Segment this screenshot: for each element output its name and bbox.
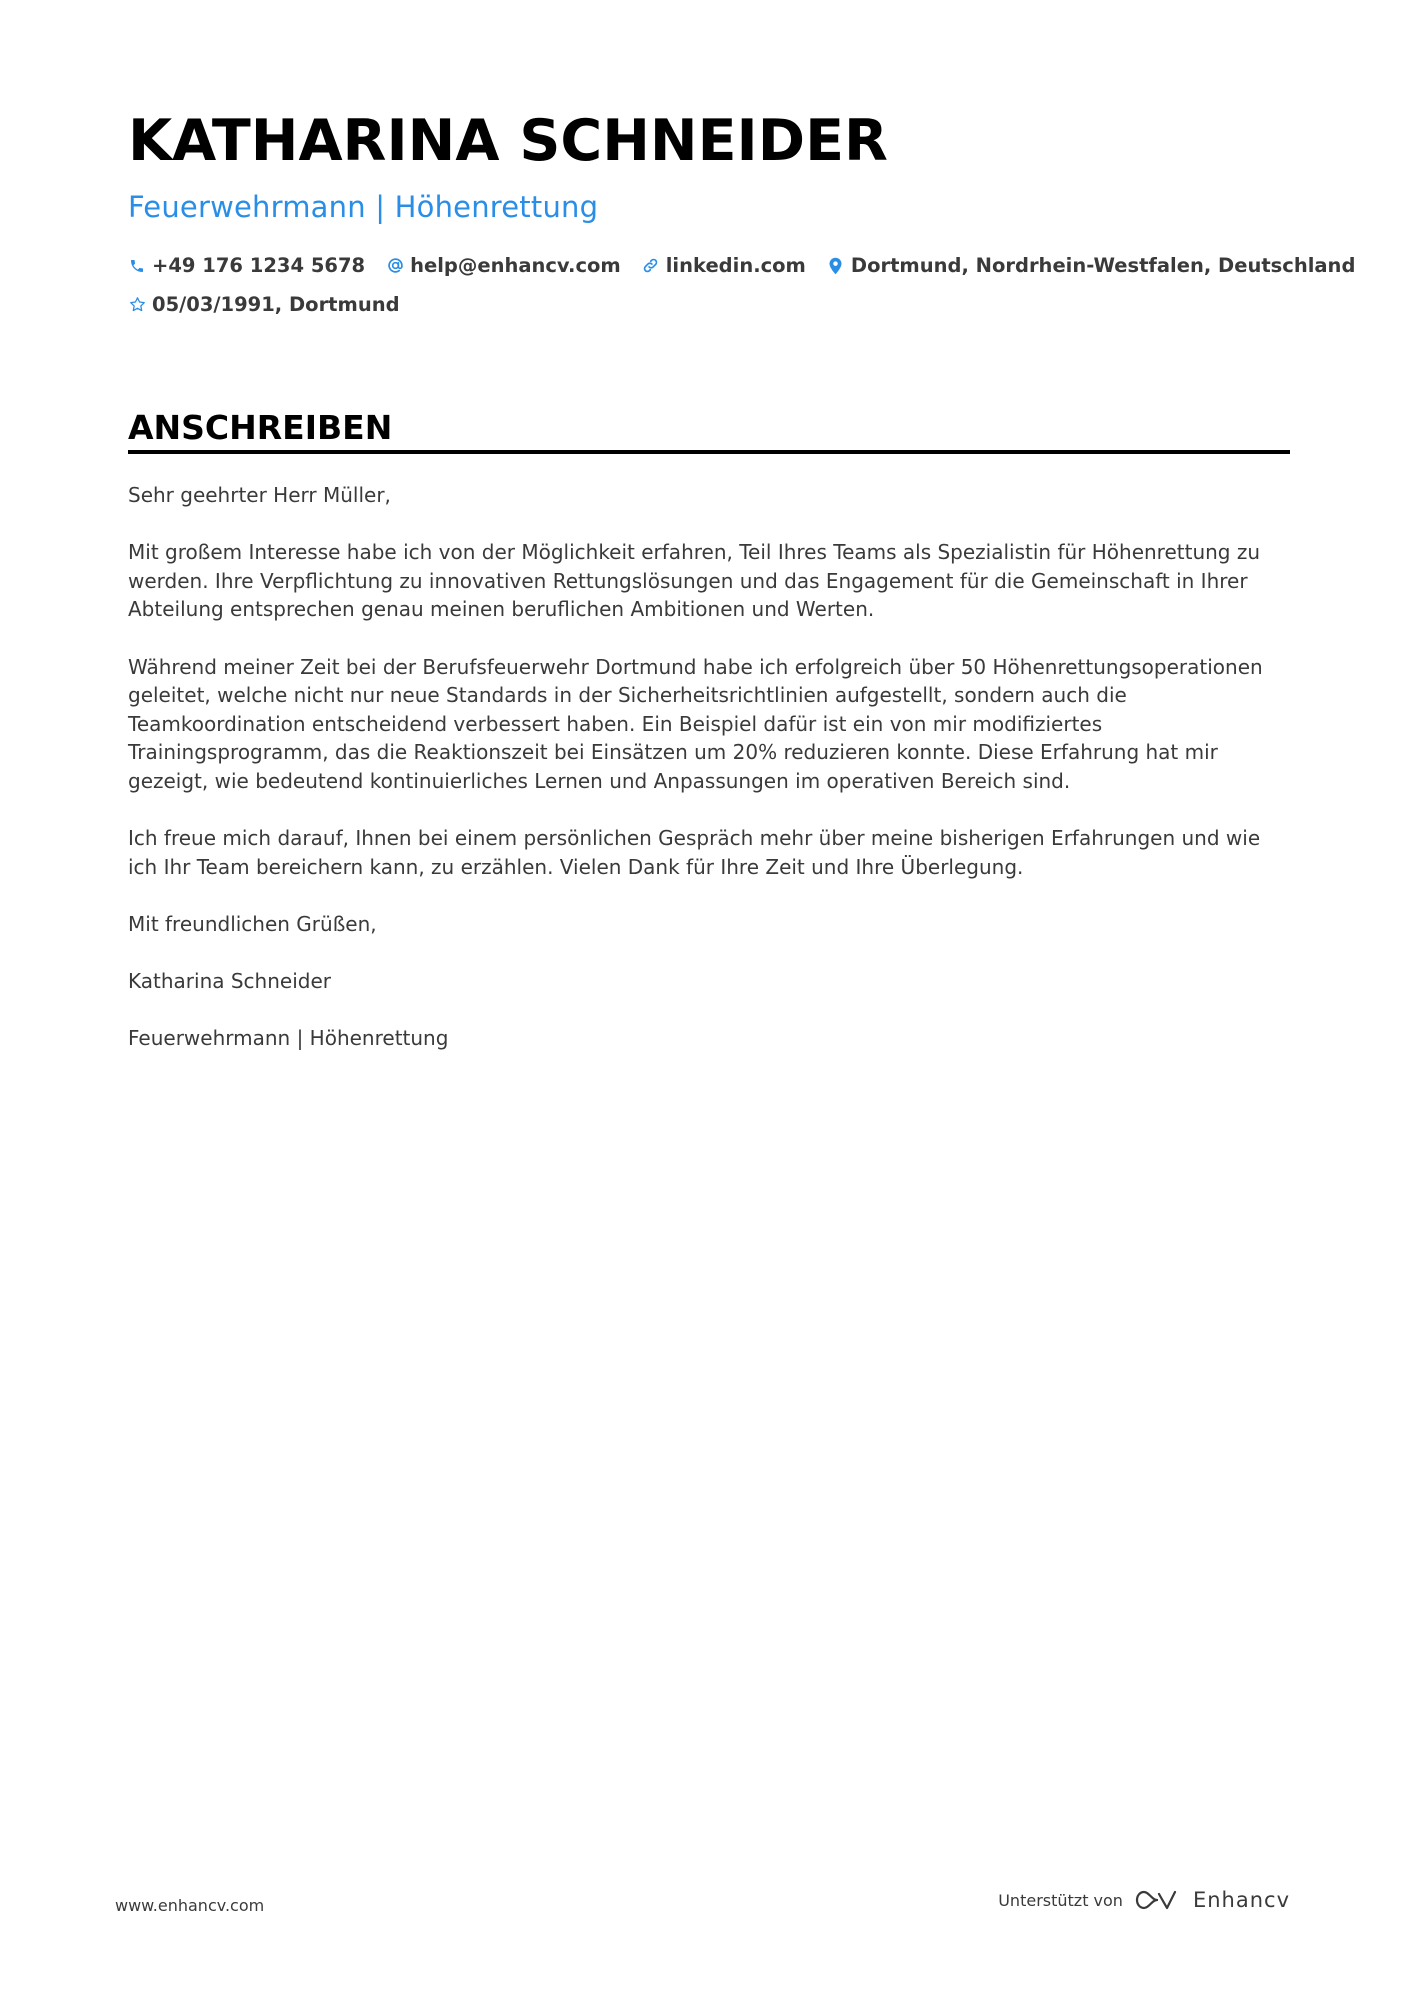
signature-title: Feuerwehrmann | Höhenrettung bbox=[128, 1026, 449, 1051]
contact-row bbox=[128, 254, 1376, 277]
letter-paragraph: Ich freue mich darauf, Ihnen bei einem persönlichen Gespräch mehr über meine bisherigen Erfahrungen und wie ich Ihr Team bereichern kann, zu erzählen. Vielen Dank für Ihre Zeit und Ihre Überlegung. bbox=[128, 826, 1261, 879]
brand-name: Enhancv bbox=[1192, 1888, 1290, 1912]
link-icon bbox=[642, 257, 660, 275]
section-divider bbox=[128, 450, 1290, 454]
phone-icon bbox=[128, 257, 146, 275]
contact-row-secondary bbox=[128, 293, 421, 316]
letter-paragraph: Mit großem Interesse habe ich von der Möglichkeit erfahren, Teil Ihres Teams als Spezialistin für Höhenrettung zu werden. Ihre Verpflichtung zu innovativen Rettungslösungen und das Engagement für die Gemeinschaft in Ihrer Abteilung entsprechen genau meinen beruflichen Ambitionen und Werten. bbox=[128, 540, 1261, 622]
enhancv-logo-icon bbox=[1135, 1888, 1181, 1912]
linkedin-text: linkedin.com bbox=[665, 254, 806, 277]
contact-linkedin[interactable] bbox=[642, 254, 806, 277]
letter-paragraph: Während meiner Zeit bei der Berufsfeuerwehr Dortmund habe ich erfolgreich über 50 Höhenrettungsoperationen geleitet, welche nicht nur neue Standards in der Sicherheitsrichtlinien aufgestellt, sondern auch die Teamkoordination entscheidend verbessert haben. Ein Beispiel dafür ist ein von mir modifiziertes Trainingsprogramm, das die Reaktionszeit bei Einsätzen um 20% reduzieren konnte. Diese Erfahrung hat mir gezeigt, wie bedeutend kontinuierliches Lernen und Anpassungen im operativen Bereich sind. bbox=[128, 654, 1263, 793]
job-title: Feuerwehrmann | Höhenrettung bbox=[128, 190, 599, 224]
candidate-name: KATHARINA SCHNEIDER bbox=[128, 108, 888, 174]
section-title: ANSCHREIBEN bbox=[128, 408, 393, 447]
signature-name: Katharina Schneider bbox=[128, 969, 331, 994]
birth-text: 05/03/1991, Dortmund bbox=[152, 293, 400, 316]
contact-email[interactable] bbox=[386, 254, 621, 277]
contact-phone bbox=[128, 254, 365, 277]
contact-location bbox=[827, 254, 1356, 277]
phone-text: +49 176 1234 5678 bbox=[152, 254, 366, 277]
location-text: Dortmund, Nordrhein-Westfalen, Deutschland bbox=[850, 254, 1356, 277]
powered-by-text: Unterstützt von bbox=[998, 1890, 1123, 1910]
location-pin-icon bbox=[827, 257, 845, 275]
footer-branding[interactable] bbox=[998, 1888, 1290, 1912]
contact-birth bbox=[128, 293, 400, 316]
letter-body bbox=[128, 481, 1290, 1081]
star-icon bbox=[128, 296, 146, 314]
closing: Mit freundlichen Grüßen, bbox=[128, 911, 377, 936]
footer-website[interactable]: www.enhancv.com bbox=[115, 1896, 265, 1915]
at-icon bbox=[386, 257, 404, 275]
salutation: Sehr geehrter Herr Müller, bbox=[128, 483, 391, 507]
email-text: help@enhancv.com bbox=[410, 254, 621, 277]
